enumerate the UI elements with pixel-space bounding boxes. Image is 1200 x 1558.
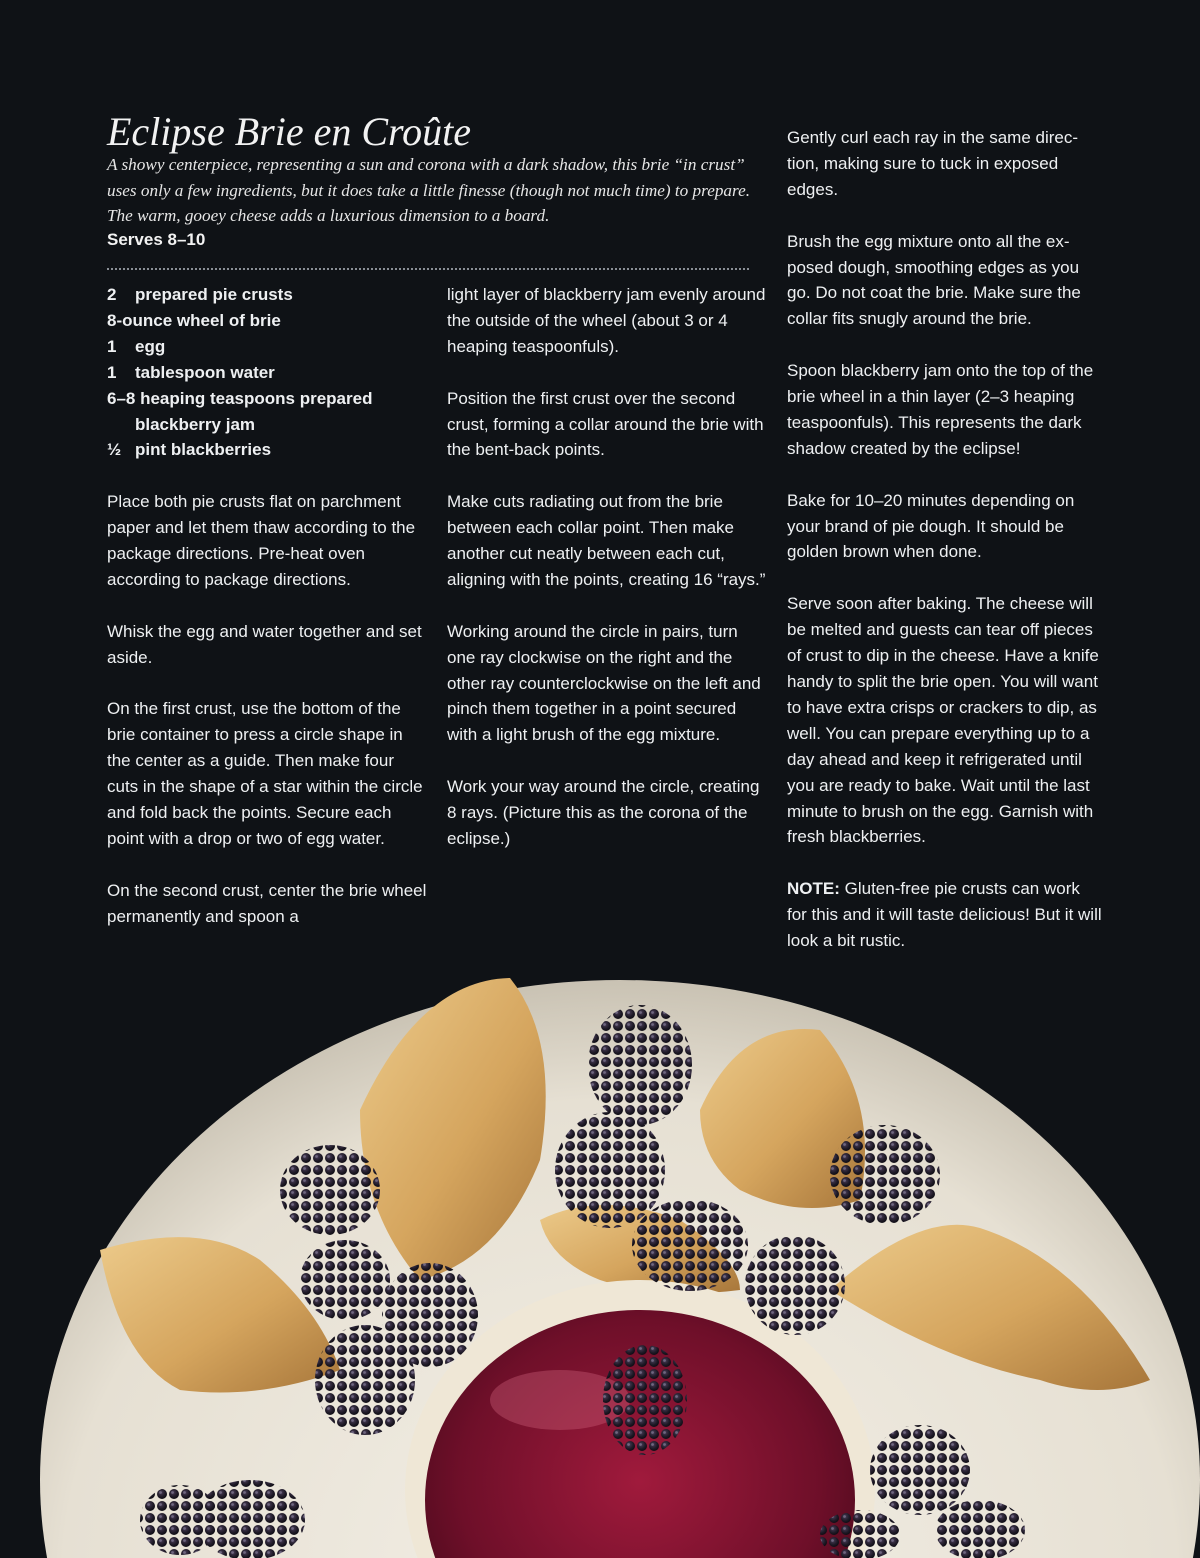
ingredient-item (107, 386, 427, 438)
ingredient-qty: 1 (107, 362, 117, 382)
recipe-title: Eclipse Brie en Croûte (107, 109, 471, 154)
step-paragraph: Position the first crust over the second crust, forming a collar around the brie with the bent-back points. (447, 388, 764, 460)
step-paragraph: Gently curl each ray in the same direction, making sure to tuck in exposed edges. (787, 128, 1079, 199)
serves-label: Serves 8–10 (107, 230, 206, 249)
dotted-divider (107, 268, 749, 270)
step-paragraph: On the first crust, use the bottom of the brie container to press a circle shape in the center as a guide. Then make four cuts in the shape of a star within the circle and fold back the points. Secure each point with a drop or two of egg water. (107, 699, 423, 848)
ingredient-name: pint blackberries (135, 440, 272, 460)
step-paragraph: Serve soon after baking. The cheese will be melted and guests can tear off pieces of crust to dip in the cheese. Have a knife handy to split the brie open. You will want to have extra crisps or crackers to dip, as well. You can prepare everything up to a day ahead and keep it refrigerated until you are ready to bake. Wait until the last minute to brush on the egg. Garnish with fresh blackberries. (787, 594, 1099, 847)
column-3 (787, 125, 1102, 980)
ingredient-item (107, 282, 427, 308)
ingredient-item (107, 334, 427, 360)
note-label: NOTE: (787, 879, 840, 899)
recipe-intro: A showy centerpiece, representing a sun and corona with a dark shadow, this brie “in crust” uses only a few ingredients, but it does take a little finesse (though not much time) to prepare. The warm, gooey cheese adds a luxurious dimension to a board. (107, 155, 750, 225)
ingredient-list (107, 282, 427, 463)
step-paragraph: light layer of blackberry jam evenly around the outside of the wheel (about 3 or 4 heaping teaspoonfuls). (447, 285, 766, 356)
ingredient-name-cont: blackberry jam (135, 414, 256, 434)
ingredient-name: egg (135, 336, 166, 356)
ingredient-item (107, 360, 427, 386)
step-paragraph: Bake for 10–20 minutes depending on your brand of pie dough. It should be golden brown when done. (787, 490, 1075, 562)
ingredient-qty: ½ (107, 440, 122, 460)
step-paragraph: On the second crust, center the brie wheel permanently and spoon a (107, 880, 427, 926)
step-paragraph: Whisk the egg and water together and set aside. (107, 621, 422, 667)
ingredient-name: prepared pie crusts (135, 285, 293, 304)
ingredient-qty: 1 (107, 336, 117, 356)
ingredient-name: 8-ounce wheel of brie (107, 310, 281, 330)
step-paragraph: Place both pie crusts flat on parchment paper and let them thaw according to the package directions. Pre-heat oven according to package directions. (107, 492, 416, 589)
ingredient-name: 6–8 heaping teaspoons prepared (107, 388, 373, 408)
step-paragraph: Brush the egg mixture onto all the exposed dough, smoothing edges as you go. Do not coat the brie. Make sure the collar fits snugly around the brie. (787, 231, 1081, 329)
column-2 (447, 282, 767, 878)
ingredient-name: tablespoon water (135, 362, 275, 382)
ingredient-item (107, 308, 427, 334)
step-paragraph: Work your way around the circle, creating 8 rays. (Picture this as the corona of the eclipse.) (447, 777, 760, 848)
ingredient-qty: 2 (107, 285, 117, 304)
ingredient-item (107, 437, 427, 463)
step-paragraph: Spoon blackberry jam onto the top of the brie wheel in a thin layer (2–3 heaping teaspoonfuls). This represents the dark shadow created by the eclipse! (787, 361, 1094, 458)
column-1 (107, 282, 427, 955)
step-paragraph: Make cuts radiating out from the brie between each collar point. Then make another cut neatly between each cut, aligning with the points, creating 16 “rays.” (447, 492, 766, 589)
brie-photo (0, 960, 1200, 1558)
note-paragraph (787, 876, 1102, 954)
note-text: Gluten-free pie crusts can work for this and it will taste delicious! But it will look a bit rustic. (787, 879, 1102, 951)
step-paragraph: Working around the circle in pairs, turn one ray clockwise on the right and the other ray counterclockwise on the left and pinch them together in a point secured with a light brush of the egg mixture. (447, 621, 761, 745)
